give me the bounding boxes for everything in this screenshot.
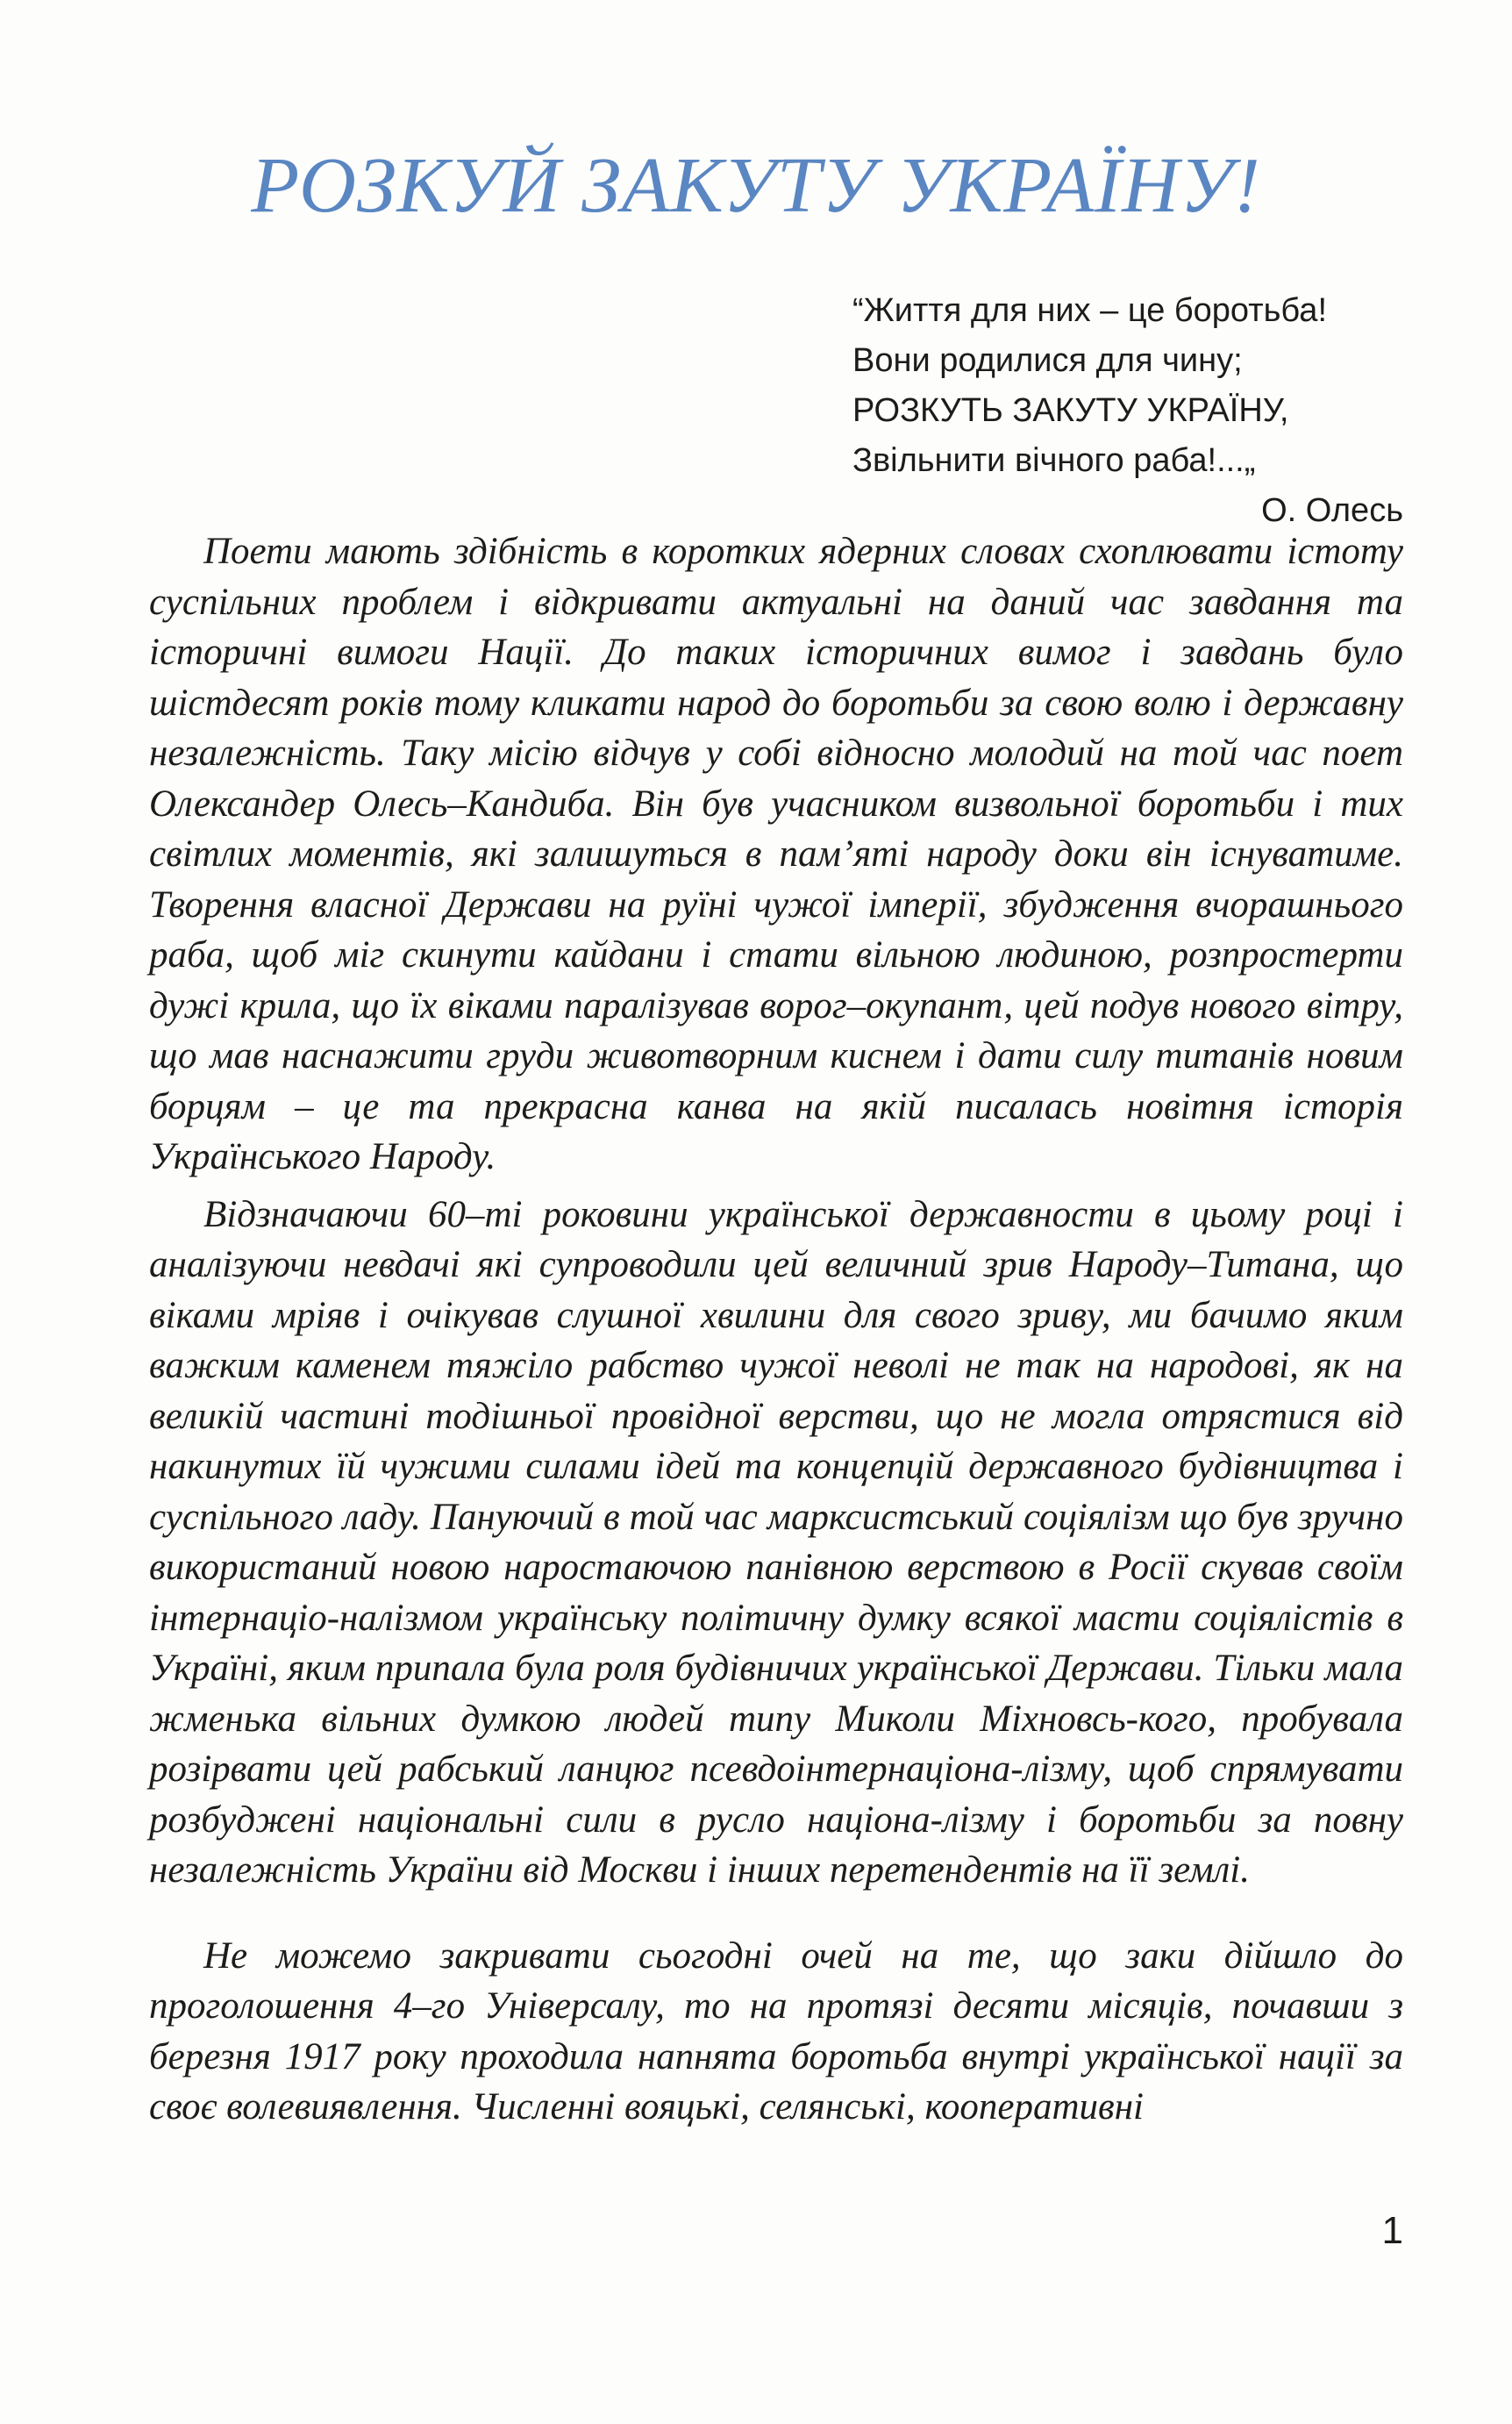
epigraph-line: РОЗКУТЬ ЗАКУТУ УКРАЇНУ, [852,392,1289,429]
epigraph [852,286,1403,536]
epigraph-line: Вони родилися для чину; [852,342,1243,379]
epigraph-author: О. Олесь [1261,492,1403,529]
epigraph-line: Звільнити вічного раба!...„ [852,442,1256,479]
paragraph-2: Відзначаючи 60–ті роковини української державности в цьому році і аналізуючи невдачі які супроводили цей величний зрив Народу–Титана, що віками мріяв і очікував слушної хвилини для свого зриву, ми бачимо яким важким каменем тяжіло рабство чужої неволі не так на народові, як на великій частині тодішньої провідної верстви, що не могла отрястися від накинутих їй чужими силами ідей та концепцій державного будівництва і суспільного ладу. Пануючий в той час марксистський соціялізм що був зручно використаний новою наростаючою панівною верствою в Росії скував своїм інтернаціо-налізмом українську політичну думку всякої масти соціялістів в Україні, яким припала була роля будівничих української Держави. Тільки мала жменька вільних думкою людей типу Миколи Міхновсь-кого, пробувала розірвати цей рабський ланцюг псевдоінтернаціона-лізму, щоб спрямувати розбуджені національні сили в русло націона-лізму і боротьби за повну незалежність України від Москви і інших перетендентів на її землі. [149,1193,1403,1891]
paragraph-3: Не можемо закривати сьогодні очей на те, що заки дійшло до проголошення 4–го Універсалу, то на протязі десяти місяців, почавши з березня 1917 року проходила напнята боротьба внутрі української нації за своє волевиявлення. Численні вояцькі, селянські, кооперативні [149,1934,1403,2127]
epigraph-line: “Життя для них – це боротьба! [852,292,1327,329]
page-title: РОЗКУЙ ЗАКУТУ УКРАЇНУ! [251,142,1261,229]
body-text [149,526,1403,2133]
paragraph-1: Поети мають здібність в коротких ядерних словах схоплювати істоту суспільних проблем і відкривати актуальні на даний час завдання та історичні вимоги Нації. До таких історичних вимог і завдань було шістдесят років тому кликати народ до боротьби за свою волю і державну незалежність. Таку місію відчув у собі відносно молодий на той час поет Олександер Олесь–Кандиба. Він був учасником визвольної боротьби і тих світлих моментів, які залишуться в пам’яті народу доки він існуватиме. Творення власної Держави на руїні чужої імперії, збудження вчорашнього раба, щоб міг скинути кайдани і стати вільною людиною, розпростерти дужі крила, що їх віками паралізував ворог–окупант, цей подув нового вітру, що мав наснажити груди животворним киснем і дати силу титанів новим борцям – це та прекрасна канва на якій писалась новітня історія Українського Народу. [149,531,1403,1177]
page-number: 1 [1381,2209,1403,2252]
